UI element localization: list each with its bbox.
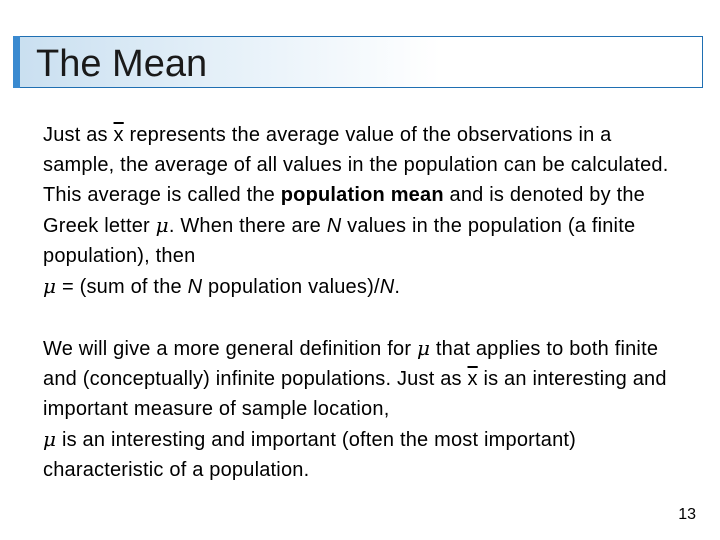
title-accent <box>13 36 20 88</box>
page-title: The Mean <box>36 43 208 85</box>
page-number: 13 <box>678 506 696 523</box>
text-segment: population values)/ <box>202 276 380 298</box>
paragraph-general-definition <box>43 333 683 485</box>
text-segment: Just as <box>43 124 114 146</box>
mu-symbol: μ <box>155 213 169 237</box>
n-symbol: N <box>187 276 203 298</box>
mu-symbol: μ <box>43 274 57 298</box>
text-segment: = (sum of the <box>56 276 188 298</box>
text-segment: . <box>394 276 401 298</box>
mu-symbol: μ <box>416 336 431 360</box>
x-bar-symbol: $\overline{x}$ <box>113 124 124 146</box>
term-population-mean: population mean <box>280 184 444 206</box>
text-segment: is an interesting and important (often the most important) characteristic of a population. <box>43 429 577 481</box>
text-segment: We will give a more general definition for <box>43 338 417 360</box>
text-segment: is an interesting and important measure of sample location, <box>43 368 667 420</box>
text-segment: represents the average value of the observations in a sample, the average of all values in the population can be calculated. This average is called the <box>43 124 669 206</box>
text-segment: that applies to both finite and (conceptually) infinite populations. Just as <box>43 338 659 390</box>
text-segment: values in the population (a finite population), then <box>43 215 636 267</box>
n-symbol: N <box>326 215 342 237</box>
text-segment: and is denoted by the Greek letter <box>43 184 645 237</box>
paragraph-population-mean <box>43 120 683 302</box>
mu-symbol: μ <box>43 427 57 451</box>
text-segment: . When there are <box>168 215 327 237</box>
n-symbol: N <box>379 276 395 298</box>
x-bar-symbol: $\overline{x}$ <box>467 368 478 390</box>
